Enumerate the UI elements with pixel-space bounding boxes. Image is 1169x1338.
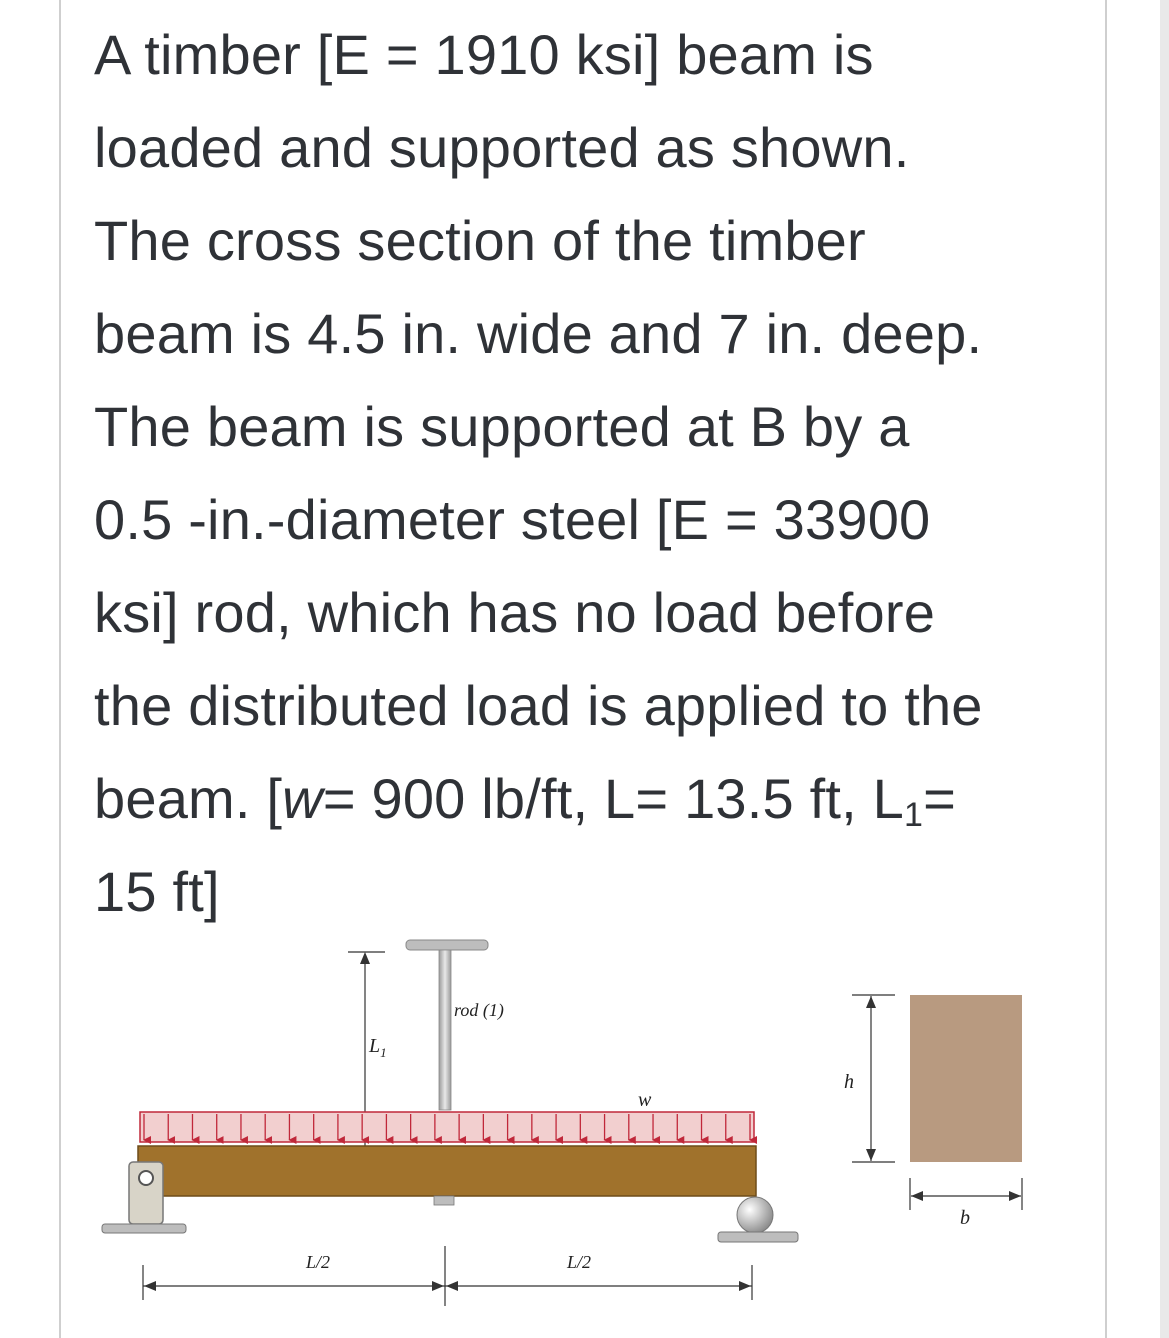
span-arrow-mid-left [432,1281,444,1291]
l1-label: $L_1$ [369,1035,387,1060]
b-label: b [960,1207,970,1229]
problem-statement [94,8,1094,938]
half-span-label-right: L/2 [567,1252,592,1272]
roller-support [737,1197,773,1233]
problem-line: A timber [E = 1910 ksi] beam is [94,23,874,86]
h-dimension-arrow-top [866,996,876,1008]
pin-support-base [102,1224,186,1233]
problem-line: 15 ft] [94,860,220,923]
span-arrow-mid-right [446,1281,458,1291]
pin-support-hole [139,1171,153,1185]
h-label: h [844,1071,854,1093]
half-span-label-left: L/2 [306,1252,331,1272]
problem-line: ksi] rod, which has no load before [94,581,936,644]
rod-anchor-plate [406,940,488,950]
content-frame-right-border [1105,0,1107,1338]
scrollbar-track[interactable] [1160,0,1169,1338]
b-dimension-arrow-left [911,1191,923,1201]
l1-dimension-arrow-top [360,952,370,964]
cross-section [910,995,1022,1162]
param-w-symbol: w [282,767,323,830]
param-l1-subscript: 1 [904,796,924,834]
h-dimension-arrow-bottom [866,1149,876,1161]
timber-beam [138,1146,756,1196]
span-arrow-left [144,1281,156,1291]
span-arrow-right [739,1281,751,1291]
problem-line: loaded and supported as shown. [94,116,910,179]
b-dimension-arrow-right [1009,1191,1021,1201]
distributed-load-band [140,1112,754,1142]
param-prefix: beam. [ [94,767,283,830]
roller-base [718,1232,798,1242]
problem-line: beam is 4.5 in. wide and 7 in. deep. [94,302,983,365]
rod-label: rod (1) [454,1000,504,1020]
content-frame-left-border [59,0,61,1338]
rod-bolt [434,1196,454,1205]
problem-line-parameters [94,752,1094,845]
problem-line: The beam is supported at B by a [94,395,910,458]
problem-line: 0.5 -in.-diameter steel [E = 33900 [94,488,931,551]
param-suffix: = [923,767,957,830]
param-values: = 900 lb/ft, L= 13.5 ft, L [322,767,904,830]
steel-rod [439,950,451,1110]
w-label: w [638,1089,652,1111]
beam-figure [90,930,1090,1330]
problem-line: the distributed load is applied to the [94,674,983,737]
problem-line: The cross section of the timber [94,209,866,272]
